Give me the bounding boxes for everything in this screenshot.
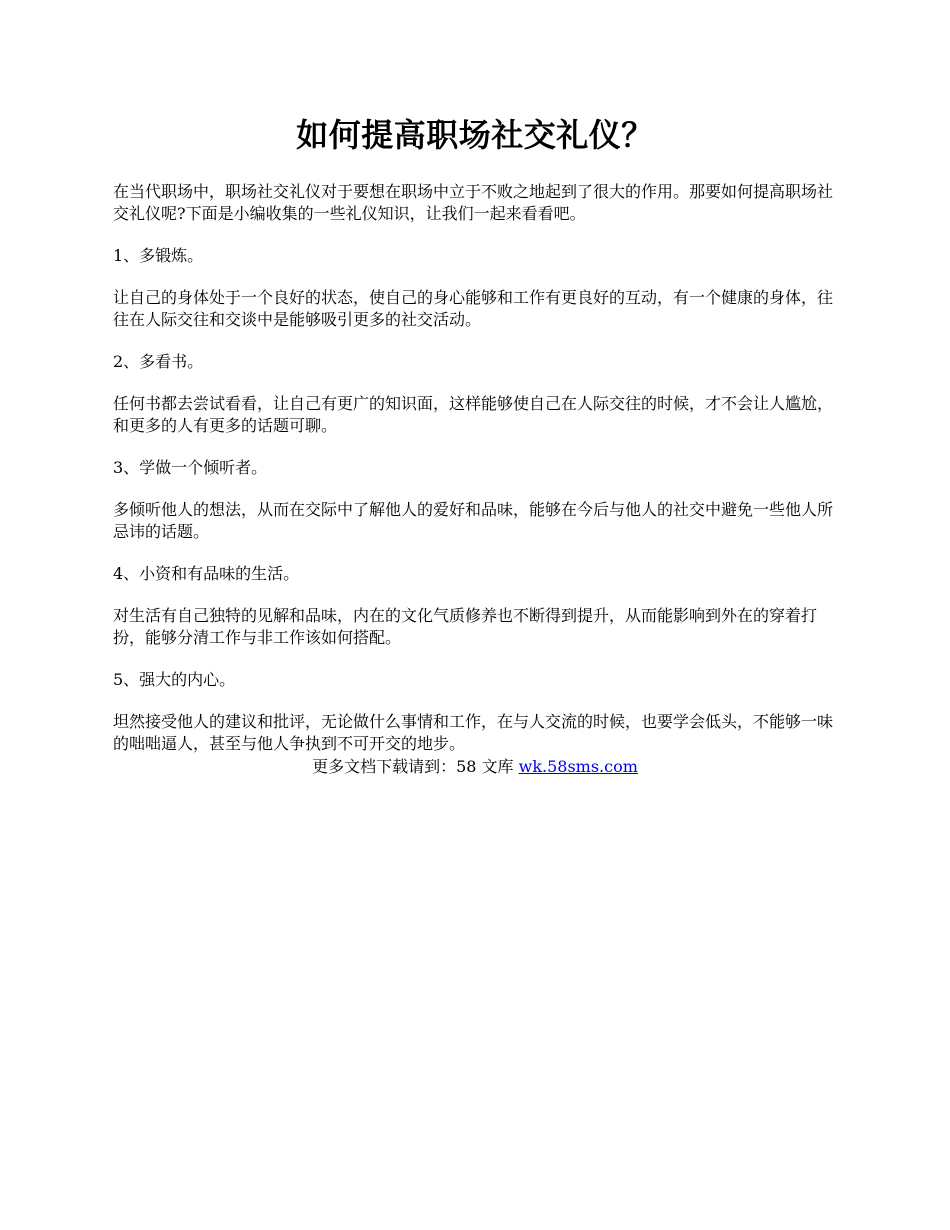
section-2-paragraph: 任何书都去尝试看看，让自己有更广的知识面，这样能够使自己在人际交往的时候，才不会让人尴尬，和更多的人有更多的话题可聊。 — [113, 394, 834, 435]
footer-text: 更多文档下载请到：58 文库 — [312, 757, 519, 776]
section-4-heading: 4、小资和有品味的生活。 — [113, 564, 300, 583]
download-footer — [0, 756, 950, 778]
document-body — [113, 181, 848, 775]
section-4-paragraph: 对生活有自己独特的见解和品味，内在的文化气质修养也不断得到提升，从而能影响到外在的穿着打扮，能够分清工作与非工作该如何搭配。 — [113, 606, 818, 647]
section-3-paragraph: 多倾听他人的想法，从而在交际中了解他人的爱好和品味，能够在今后与他人的社交中避免一些他人所忌讳的话题。 — [113, 500, 834, 541]
download-site-link[interactable]: wk.58sms.com — [518, 757, 638, 776]
section-5-paragraph: 坦然接受他人的建议和批评，无论做什么事情和工作，在与人交流的时候，也要学会低头，不能够一味的咄咄逼人，甚至与他人争执到不可开交的地步。 — [113, 712, 834, 753]
section-1-paragraph: 让自己的身体处于一个良好的状态，使自己的身心能够和工作有更良好的互动，有一个健康的身体，往往在人际交往和交谈中是能够吸引更多的社交活动。 — [113, 288, 834, 329]
document-title: 如何提高职场社交礼仪？ — [296, 116, 654, 154]
section-5-heading: 5、强大的内心。 — [113, 670, 236, 689]
section-1-heading: 1、多锻炼。 — [113, 246, 204, 265]
section-2-heading: 2、多看书。 — [113, 352, 204, 371]
section-3-heading: 3、学做一个倾听者。 — [113, 458, 268, 477]
intro-paragraph: 在当代职场中，职场社交礼仪对于要想在职场中立于不败之地起到了很大的作用。那要如何提高职场社交礼仪呢?下面是小编收集的一些礼仪知识，让我们一起来看看吧。 — [113, 182, 834, 223]
